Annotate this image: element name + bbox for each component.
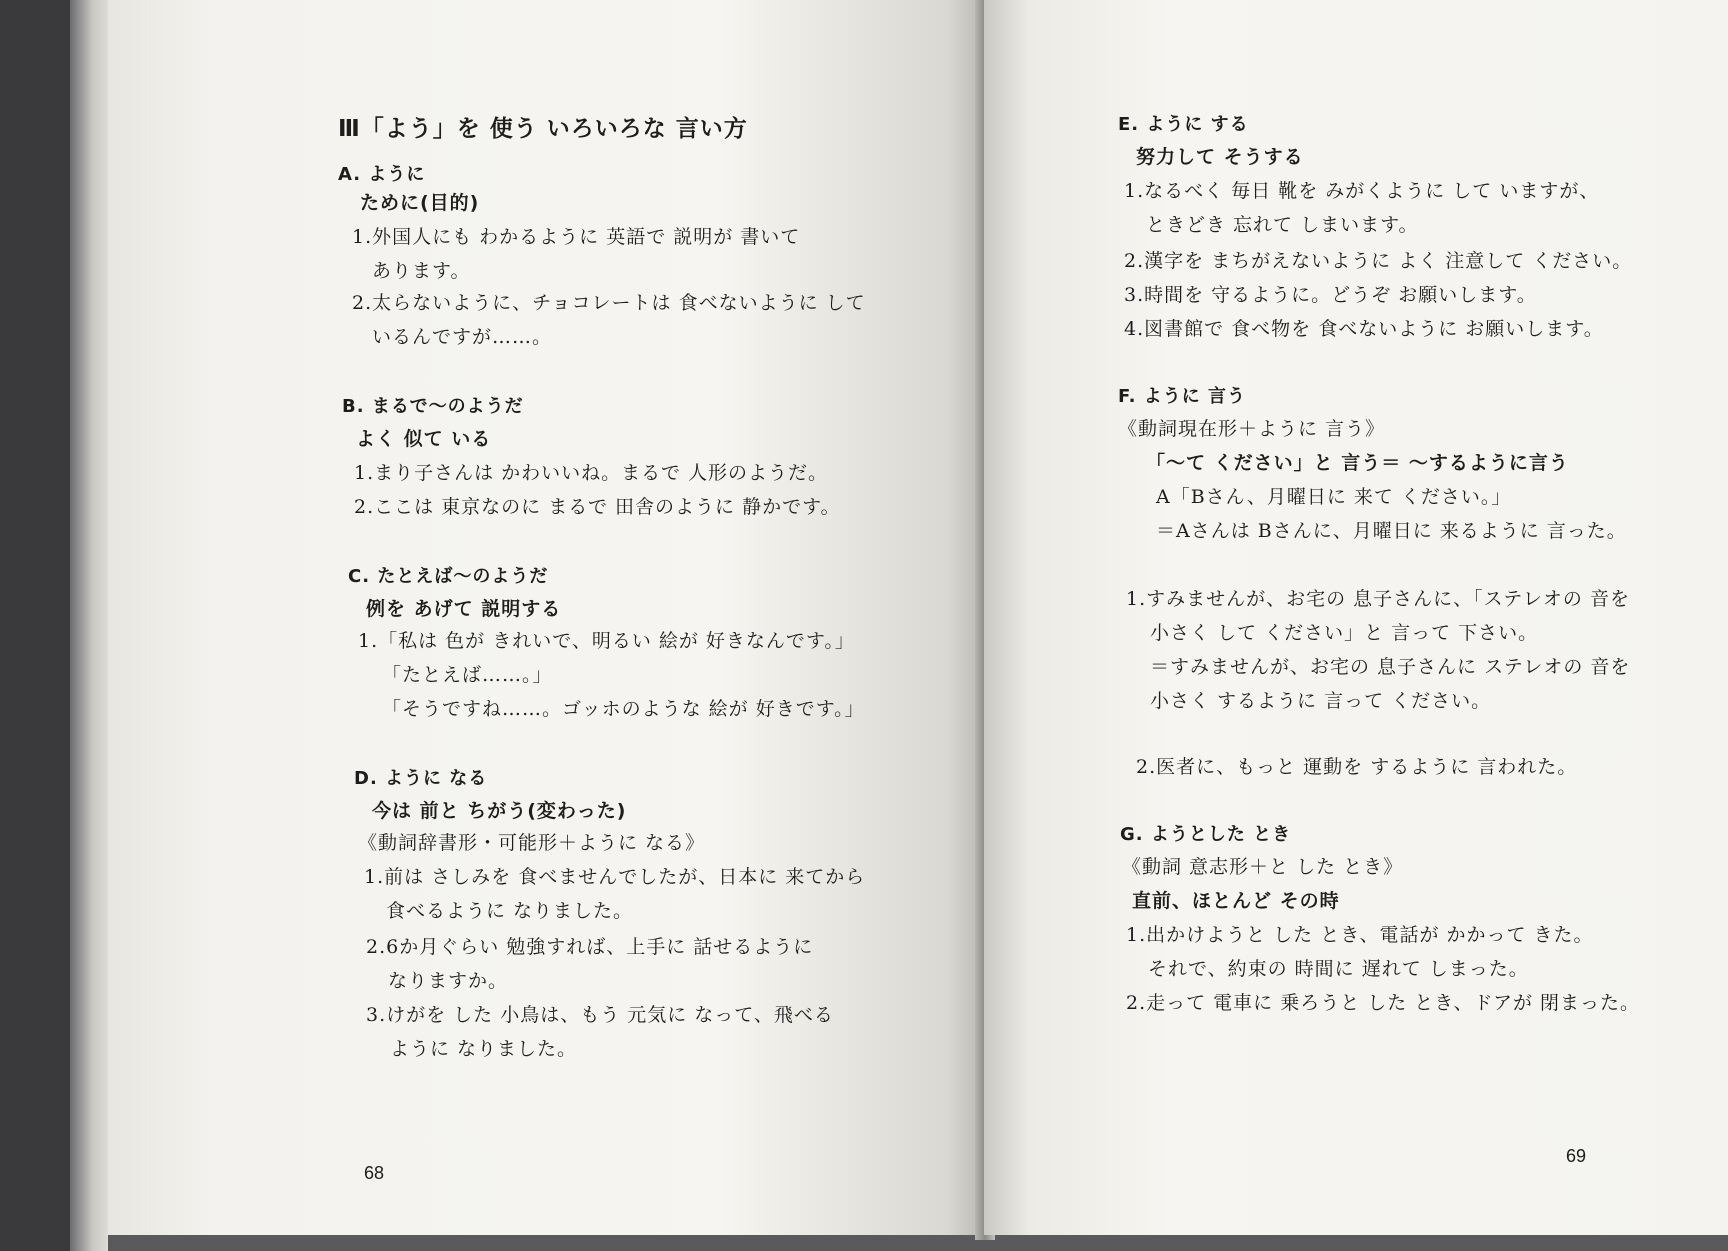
section-d-example-3: 3.けがを した 小鳥は、もう 元気に なって、飛べる (366, 1004, 834, 1026)
section-g-example-1: 1.出かけようと した とき、電話が かかって きた。 (1126, 924, 1594, 946)
section-g-example-1-cont: それで、約束の 時間に 遅れて しまった。 (1148, 958, 1529, 980)
section-f-example-1: 1.すみませんが、お宅の 息子さんに、「ステレオの 音を (1126, 588, 1630, 610)
section-e-example-3: 3.時間を 守るように。どうぞ お願いします。 (1124, 284, 1537, 306)
section-b-meaning: よく 似て いる (356, 428, 492, 450)
section-d-example-2: 2.6か月ぐらい 勉強すれば、上手に 話せるように (366, 936, 814, 958)
section-g-form: 《動詞 意志形＋と した とき》 (1122, 856, 1404, 878)
section-c-meaning: 例を あげて 説明する (366, 598, 562, 620)
section-a-example-1: 1.外国人にも わかるように 英語で 説明が 書いて (352, 226, 801, 248)
section-a-meaning: ために(目的) (360, 192, 480, 214)
left-page (108, 0, 983, 1235)
section-e-meaning: 努力して そうする (1136, 146, 1304, 168)
right-page (984, 0, 1728, 1235)
section-f-rule: 「〜て ください」と 言う＝ 〜するように言う (1146, 452, 1569, 474)
section-e-example-1-cont: ときどき 忘れて しまいます。 (1146, 214, 1419, 236)
section-g-heading: G. ようとした とき (1120, 824, 1292, 845)
section-a-example-2-cont: いるんですが……。 (372, 326, 553, 348)
section-d-example-2-cont: なりますか。 (388, 970, 509, 992)
section-f-form: 《動詞現在形＋ように 言う》 (1118, 418, 1386, 440)
section-f-example-2: 2.医者に、もっと 運動を するように 言われた。 (1136, 756, 1578, 778)
section-d-meaning: 今は 前と ちがう(変わった) (372, 800, 627, 822)
section-b-example-2: 2.ここは 東京なのに まるで 田舎のように 静かです。 (354, 496, 841, 518)
section-a-example-1-cont: あります。 (372, 260, 471, 282)
section-a-heading: A. ように (338, 164, 426, 185)
section-d-form: 《動詞辞書形・可能形＋ように なる》 (358, 832, 706, 854)
open-book (70, 0, 1728, 1251)
section-b-heading: B. まるで〜のようだ (342, 396, 524, 417)
section-f-example-1-c: ＝すみませんが、お宅の 息子さんに ステレオの 音を (1150, 656, 1631, 678)
section-d-heading: D. ように なる (354, 768, 488, 789)
section-e-example-2: 2.漢字を まちがえないように よく 注意して ください。 (1124, 250, 1633, 272)
section-f-demo-1: A「Bさん、月曜日に 来て ください。」 (1156, 486, 1512, 508)
section-d-example-1: 1.前は さしみを 食べませんでしたが、日本に 来てから (364, 866, 866, 888)
section-c-example-1-b: 「たとえば……。」 (382, 664, 553, 686)
page-title: Ⅲ「よう」を 使う いろいろな 言い方 (338, 116, 748, 142)
section-e-heading: E. ように する (1118, 114, 1249, 135)
section-c-heading: C. たとえば〜のようだ (348, 566, 549, 587)
section-f-demo-2: ＝Aさんは Bさんに、月曜日に 来るように 言った。 (1156, 520, 1627, 542)
section-c-example-1: 1.「私は 色が きれいで、明るい 絵が 好きなんです。」 (358, 630, 855, 652)
section-f-heading: F. ように 言う (1118, 386, 1247, 407)
section-c-example-1-c: 「そうですね……。ゴッホのような 絵が 好きです。」 (382, 698, 865, 720)
section-d-example-1-cont: 食べるように なりました。 (386, 900, 634, 922)
section-g-example-2: 2.走って 電車に 乗ろうと した とき、ドアが 閉まった。 (1126, 992, 1640, 1014)
section-a-example-2: 2.太らないように、チョコレートは 食べないように して (352, 292, 866, 314)
section-g-meaning: 直前、ほとんど その時 (1132, 890, 1340, 912)
section-f-example-1-b: 小さく して ください」と 言って 下さい。 (1150, 622, 1539, 644)
section-f-example-1-d: 小さく するように 言って ください。 (1150, 690, 1492, 712)
page-number-right: 69 (1566, 1146, 1587, 1166)
section-b-example-1: 1.まり子さんは かわいいね。まるで 人形のようだ。 (354, 462, 829, 484)
book-edge (70, 0, 108, 1251)
section-e-example-1: 1.なるべく 毎日 靴を みがくように して いますが、 (1124, 180, 1600, 202)
section-e-example-4: 4.図書館で 食べ物を 食べないように お願いします。 (1124, 318, 1604, 340)
page-number-left: 68 (364, 1163, 385, 1183)
section-d-example-3-cont: ように なりました。 (390, 1038, 578, 1060)
